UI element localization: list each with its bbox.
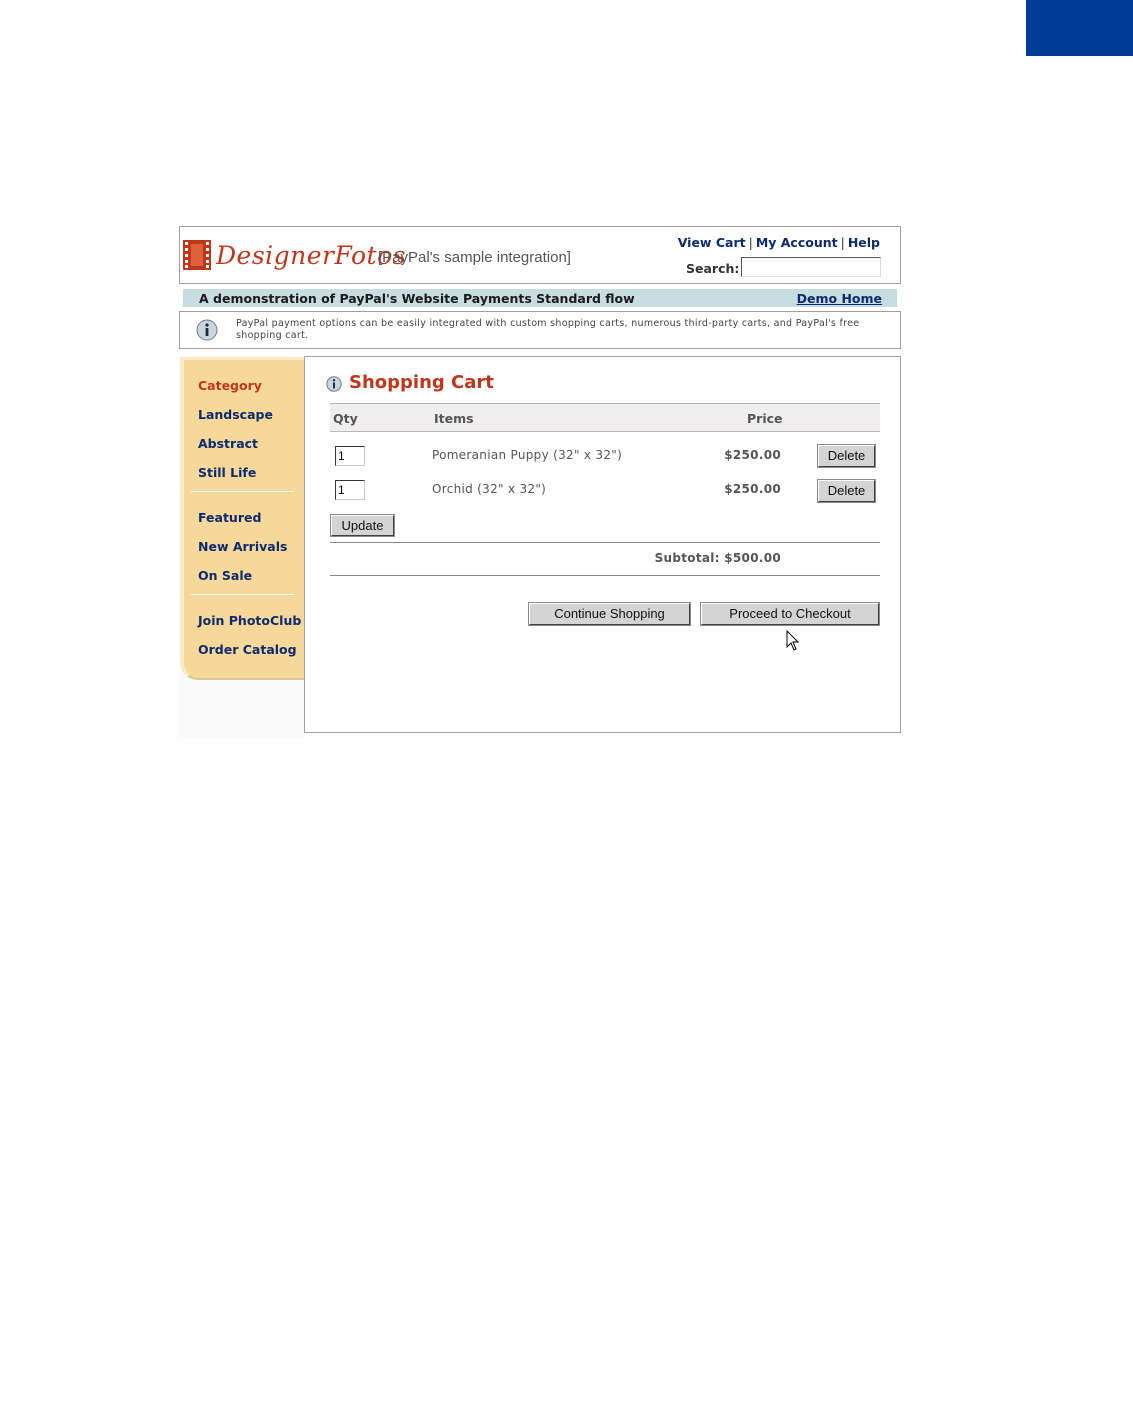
site-header (179, 226, 901, 284)
sidebar-item-landscape[interactable]: Landscape (198, 407, 273, 422)
subtotal-value: Subtotal: $500.00 (654, 551, 781, 565)
cart-table-header (330, 403, 880, 432)
quantity-input[interactable] (335, 480, 365, 500)
demo-banner-text: A demonstration of PayPal's Website Payments Standard flow (199, 291, 635, 306)
demo-banner (183, 289, 897, 307)
link-separator: | (748, 235, 753, 250)
sidebar-item-still-life[interactable]: Still Life (198, 465, 257, 480)
info-notice (179, 311, 901, 349)
mouse-pointer-icon (786, 630, 800, 652)
subtotal-bottom-rule (330, 575, 880, 576)
column-header-items: Items (434, 411, 474, 426)
film-strip-icon (183, 240, 211, 270)
sidebar-item-abstract[interactable]: Abstract (198, 436, 259, 451)
delete-button[interactable]: Delete (818, 480, 875, 502)
my-account-link[interactable]: My Account (755, 235, 838, 250)
help-link[interactable]: Help (847, 235, 880, 250)
top-nav-links (678, 235, 880, 250)
info-notice-text: PayPal payment options can be easily integrated with custom shopping carts, numerous third-party carts, and PayPal's free shopping cart. (236, 318, 860, 341)
info-icon (326, 376, 342, 392)
demo-home-link[interactable]: Demo Home (796, 291, 882, 306)
sidebar-item-join-photoclub[interactable]: Join PhotoClub (198, 613, 302, 628)
sidebar-item-on-sale[interactable]: On Sale (198, 568, 253, 583)
column-header-qty: Qty (333, 411, 358, 426)
page-title: Shopping Cart (349, 372, 494, 393)
proceed-to-checkout-button[interactable]: Proceed to Checkout (701, 603, 879, 625)
delete-button[interactable]: Delete (818, 445, 875, 467)
sidebar-separator (191, 491, 294, 492)
column-header-price: Price (747, 411, 783, 426)
sidebar-heading-category: Category (198, 378, 262, 393)
update-button[interactable]: Update (331, 515, 394, 536)
quantity-input[interactable] (335, 446, 365, 466)
view-cart-link[interactable]: View Cart (677, 235, 746, 250)
sidebar-item-new-arrivals[interactable]: New Arrivals (198, 539, 288, 554)
brand-tagline: [PayPal's sample integration] (378, 249, 571, 266)
info-icon (196, 319, 218, 341)
link-separator: | (840, 235, 845, 250)
sidebar-separator (191, 594, 294, 595)
cart-item-price: $250.00 (724, 448, 781, 462)
category-sidebar (180, 357, 304, 680)
cart-item-price: $250.00 (724, 482, 781, 496)
search-label: Search: (686, 261, 740, 276)
cart-item-name: Orchid (32" x 32") (432, 482, 547, 496)
page-corner-tab (1026, 0, 1133, 56)
brand-logo-text[interactable]: DesignerFotos (216, 241, 406, 270)
sidebar-item-featured[interactable]: Featured (198, 510, 262, 525)
continue-shopping-button[interactable]: Continue Shopping (529, 603, 690, 625)
cart-item-name: Pomeranian Puppy (32" x 32") (432, 448, 623, 462)
subtotal-top-rule (330, 542, 880, 543)
sidebar-divider (304, 356, 305, 733)
search-input[interactable] (741, 257, 881, 277)
sidebar-item-order-catalog[interactable]: Order Catalog (198, 642, 297, 657)
